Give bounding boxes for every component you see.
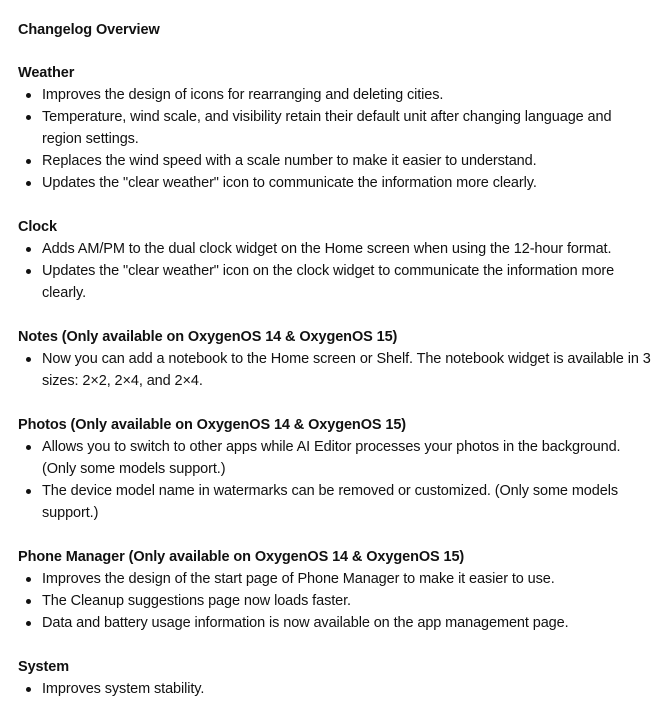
list-item: Temperature, wind scale, and visibility retain their default unit after changing language and region settings. [18,106,653,150]
section-heading: Notes (Only available on OxygenOS 14 & OxygenOS 15) [18,329,398,345]
list-item: Adds AM/PM to the dual clock widget on the Home screen when using the 12-hour format. [18,238,653,260]
list-item: Improves the design of the start page of Phone Manager to make it easier to use. [18,568,653,590]
list-item: Now you can add a notebook to the Home screen or Shelf. The notebook widget is available in 3 sizes: 2×2, 2×4, and 2×4. [18,348,653,392]
bullet-list [18,436,653,524]
list-item: Data and battery usage information is now available on the app management page. [18,612,653,634]
bullet-list [18,238,653,304]
page-title: Changelog Overview [18,22,160,38]
section-phone-manager [18,546,653,634]
list-item: The device model name in watermarks can be removed or customized. (Only some models support.) [18,480,653,524]
bullet-list [18,568,653,634]
section-heading: Photos (Only available on OxygenOS 14 & OxygenOS 15) [18,417,407,433]
list-item: Improves the design of icons for rearranging and deleting cities. [18,84,653,106]
bullet-list [18,678,653,700]
section-heading: System [18,659,69,675]
section-heading: Phone Manager (Only available on OxygenOS 14 & OxygenOS 15) [18,549,465,565]
section-heading: Clock [18,219,57,235]
bullet-list [18,348,653,392]
list-item: Improves system stability. [18,678,653,700]
section-notes [18,326,653,392]
section-weather [18,62,653,194]
bullet-list [18,84,653,194]
section-heading: Weather [18,65,75,81]
list-item: Replaces the wind speed with a scale number to make it easier to understand. [18,150,653,172]
list-item: Updates the "clear weather" icon on the clock widget to communicate the information more clearly. [18,260,653,304]
section-photos [18,414,653,524]
section-clock [18,216,653,304]
list-item: Allows you to switch to other apps while AI Editor processes your photos in the background. (Only some models support.) [18,436,653,480]
section-system [18,656,653,700]
list-item: The Cleanup suggestions page now loads faster. [18,590,653,612]
list-item: Updates the "clear weather" icon to communicate the information more clearly. [18,172,653,194]
